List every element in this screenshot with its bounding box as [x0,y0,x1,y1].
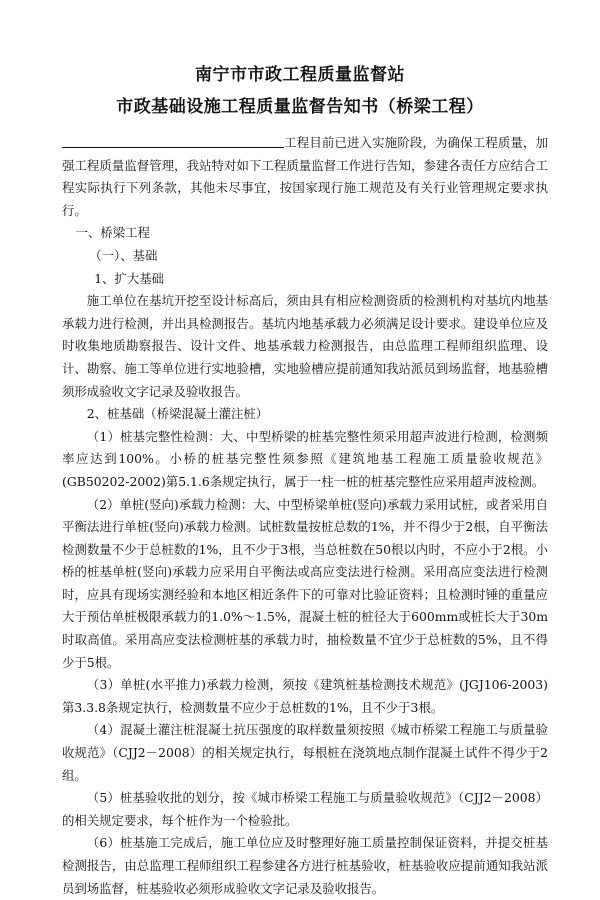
paragraph-vertical-bearing: （2）单桩(竖向)承载力检测：大、中型桥梁单桩(竖向)承载力采用试桩，或者采用自平衡法进行单桩(竖向)承载力检测。试桩数量按桩总数的1%，并不得少于2根，自平衡法检测数量不少于总桩数的1%，且不少于3根，当总桩数在50根以内时，不应小于2根。小桥的桩基单桩(竖向)承载力应采用自平衡法或高应变法进行检测。采用高应变法进行检测时，应具有现场实测经验和本地区相近条件下的可靠对比验证资料；且检测时锤的重量应大于预估单桩极限承载力的1.0%～1.5%，混凝土桩的桩径大于600mm或桩长大于30m时取高值。采用高应变法检测桩基的承载力时，抽检数量不宜少于总桩数的5%，且不得少于5根。 [62,496,548,670]
paragraph-pile-acceptance: （6）桩基施工完成后，施工单位应及时整理好施工质量控制保证资料，并提交桩基检测报告，由总监理工程师组织工程参建各方进行桩基验收，桩基验收应提前通知我站派员到场监督，桩基验收必须形成验收文字记录及验收报告。 [62,835,548,896]
item-heading-pile-foundation: 2、桩基础（桥梁混凝土灌注桩） [86,406,269,422]
document-body [62,132,548,900]
subsection-heading-foundation: （一）、基础 [89,247,158,263]
section-heading-bridge: 一、桥梁工程 [75,225,150,241]
project-name-blank [62,133,284,148]
intro-text: 工程目前已进入实施阶段，为确保工程质量，加强工程质量监督管理，我站特对如下工程质量监督工作进行告知，参建各责任方应结合工程实际执行下列条款，其他未尽事宜，按国家现行施工规范及有关行业管理规定要求执行。 [62,135,548,218]
paragraph-spread-foundation: 施工单位在基坑开挖至设计标高后，须由具有相应检测资质的检测机构对基坑内地基承载力进行检测，并出具检测报告。基坑内地基承载力必须满足设计要求。建设单位应及时收集地质勘察报告、设计文件、地基承载力检测报告，由总监理工程师组织监理、设计、勘察、施工等单位进行实地验槽，实地验槽应提前通知我站派员到场监督，地基验槽须形成验收文字记录及验收报告。 [62,293,548,399]
paragraph-horizontal-bearing: （3）单桩(水平推力)承载力检测，须按《建筑桩基检测技术规范》(JGJ106-2003)第3.3.8条规定执行，检测数量不应少于总桩数的1%，且不少于3根。 [62,677,548,715]
document-title: 市政基础设施工程质量监督告知书（桥梁工程） [116,97,484,117]
issuer-title: 南宁市市政工程质量监督站 [195,65,405,85]
item-heading-spread-foundation: 1、扩大基础 [94,270,165,286]
paragraph-concrete-strength: （4）混凝土灌注桩混凝土抗压强度的取样数量须按照《城市桥梁工程施工与质量验收规范》（CJJ2－2008）的相关规定执行，每根桩在浇筑地点制作混凝土试件不得少于2组。 [62,722,548,783]
intro-paragraph [62,132,548,222]
paragraph-inspection-lot: （5）桩基验收批的划分，按《城市桥梁工程施工与质量验收规范》（CJJ2－2008）的相关规定要求，每个桩作为一个检验批。 [62,790,548,828]
paragraph-pile-integrity: （1）桩基完整性检测：大、中型桥梁的桩基完整性须采用超声波进行检测，检测频率应达到100%。小桥的桩基完整性须参照《建筑地基工程施工质量验收规范》(GB50202-2002)第5.1.6条规定执行，属于一柱一桩的桩基完整性应采用超声波检测。 [62,428,548,489]
